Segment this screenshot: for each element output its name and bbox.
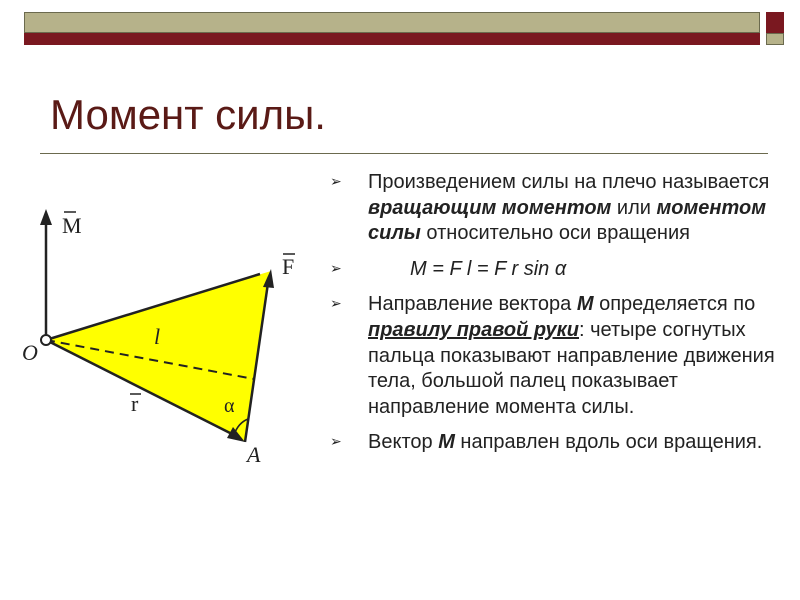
torque-formula: M = F l = F r sin α (410, 257, 567, 280)
arrow-bullet-icon: ➢ (330, 259, 342, 276)
header-olive-bar (24, 12, 760, 33)
label-m: M (62, 213, 82, 238)
arrow-bullet-icon: ➢ (330, 295, 342, 312)
label-a: A (247, 442, 261, 467)
bullet-list (330, 170, 780, 466)
slide-title: Момент силы. (50, 91, 326, 138)
header-maroon-square (766, 12, 784, 33)
label-f: F (282, 254, 295, 279)
bullet-direction: ➢ Направление вектора М определяется по правилу правой руки: четыре согнутых пальца показывают направление движения тела, большой палец показывает направление момента силы. (330, 293, 775, 418)
bullet-axis: ➢ Вектор М направлен вдоль оси вращения. (330, 431, 763, 454)
arrow-bullet-icon: ➢ (330, 173, 342, 189)
torque-diagram (16, 183, 306, 473)
label-o: O (22, 340, 38, 365)
bullet-definition: ➢ Произведением силы на плечо называется вращающим моментом или моментом силы относительно оси вращения (330, 171, 770, 245)
header-olive-square (766, 33, 784, 45)
bullet-formula (330, 257, 780, 283)
point-o (41, 335, 51, 345)
label-alpha: α (224, 395, 235, 417)
label-r: r (131, 391, 139, 416)
header-maroon-bar (24, 33, 760, 45)
arrow-bullet-icon: ➢ (330, 433, 342, 450)
title-divider (40, 153, 768, 154)
label-l: l (154, 324, 161, 349)
